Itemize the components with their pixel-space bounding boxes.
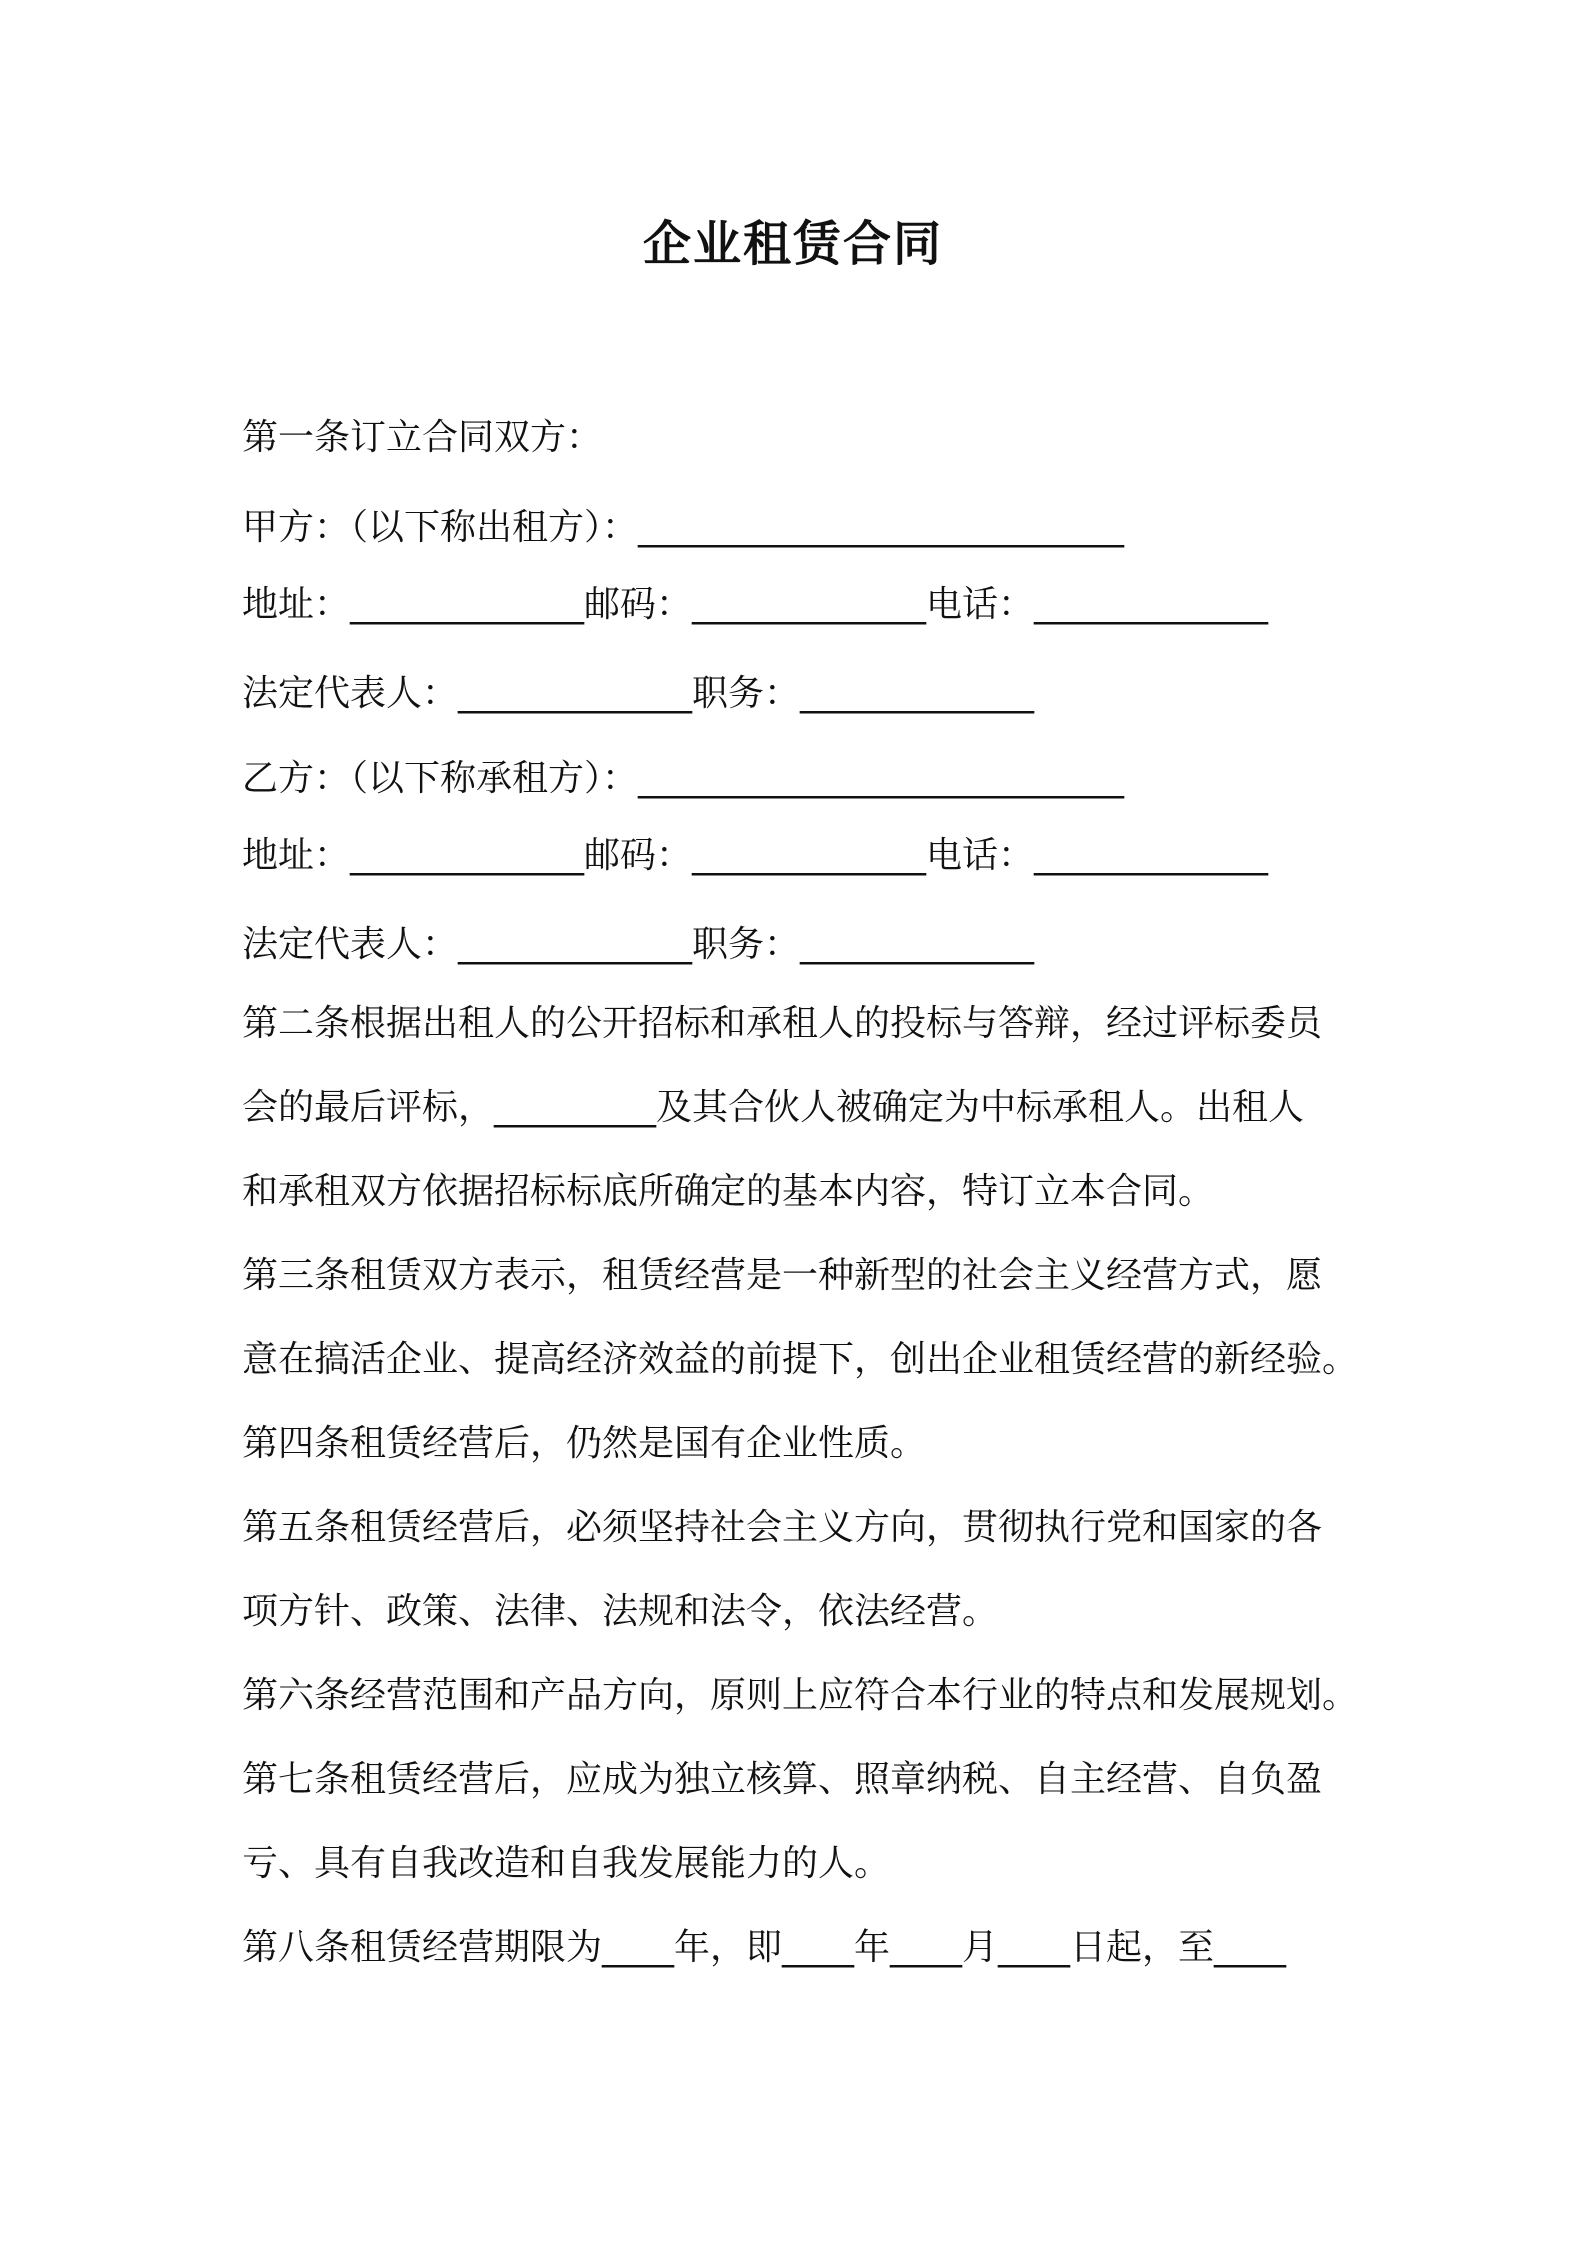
article-3-line-1: 第三条租赁双方表示，租赁经营是一种新型的社会主义经营方式，愿 [242,1255,1323,1296]
article-2-line-3: 和承租双方依据招标标底所确定的基本内容，特订立本合同。 [242,1171,1215,1212]
party-a-line: 甲方：（以下称出租方）：___________________________ [242,507,1125,548]
article-8-line: 第八条租赁经营期限为____年，即____年____月____日起，至____ [242,1927,1287,1968]
party-a-address-line: 地址：_____________邮码：_____________电话：_____________ [242,584,1269,625]
article-3-line-2: 意在搞活企业、提高经济效益的前提下，创出企业租赁经营的新经验。 [242,1339,1359,1380]
article-5-line-2: 项方针、政策、法律、法规和法令，依法经营。 [242,1591,999,1632]
article-2-line-1: 第二条根据出租人的公开招标和承租人的投标与答辩，经过评标委员 [242,1003,1323,1044]
document-title: 企业租赁合同 [642,216,943,272]
article-7-line-1: 第七条租赁经营后，应成为独立核算、照章纳税、自主经营、自负盈 [242,1759,1323,1800]
article-6-line: 第六条经营范围和产品方向，原则上应符合本行业的特点和发展规划。 [242,1675,1359,1716]
article-4-line: 第四条租赁经营后，仍然是国有企业性质。 [242,1423,927,1464]
article-1-heading: 第一条订立合同双方： [242,417,603,458]
party-a-representative-line: 法定代表人：_____________职务：_____________ [242,673,1035,714]
article-5-line-1: 第五条租赁经营后，必须坚持社会主义方向，贯彻执行党和国家的各 [242,1507,1323,1548]
party-b-address-line: 地址：_____________邮码：_____________电话：_____________ [242,835,1269,876]
article-2-line-2: 会的最后评标，_________及其合伙人被确定为中标承租人。出租人 [242,1087,1305,1128]
article-7-line-2: 亏、具有自我改造和自我发展能力的人。 [242,1843,891,1884]
party-b-line: 乙方：（以下称承租方）：___________________________ [242,758,1125,799]
party-b-representative-line: 法定代表人：_____________职务：_____________ [242,924,1035,965]
